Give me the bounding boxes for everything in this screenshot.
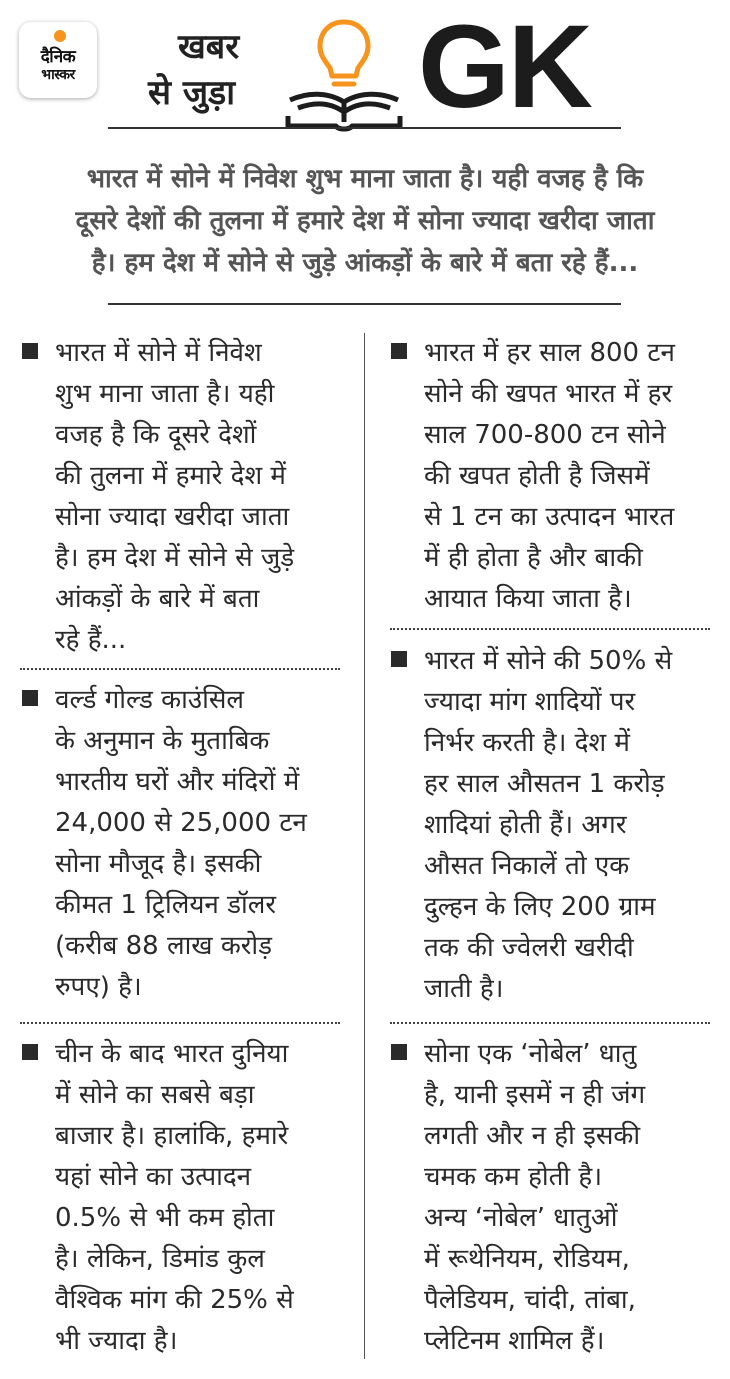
square-bullet-icon <box>22 343 38 359</box>
fact-line: रुपए) है। <box>55 972 142 1002</box>
fact-line: वर्ल्ड गोल्ड काउंसिल <box>55 685 245 715</box>
fact-line: है, यानी इसमें न ही जंग <box>424 1080 646 1110</box>
fact-line: के अनुमान के मुताबिक <box>55 726 270 756</box>
square-bullet-icon <box>391 1044 407 1060</box>
intro-line: दूसरे देशों की तुलना में हमारे देश में सोना ज्यादा खरीदा जाता <box>75 206 655 236</box>
fact-text <box>55 680 307 1008</box>
fact-text <box>424 333 675 620</box>
header-divider <box>108 127 621 129</box>
fact-line: भारत में सोने में निवेश <box>55 338 262 368</box>
fact-line: 0.5% से भी कम होता <box>55 1203 275 1233</box>
fact-line: आयात किया जाता है। <box>424 584 632 614</box>
fact-line: है। लेकिन, डिमांड कुल <box>55 1244 265 1274</box>
logo-wordmark-line1: दैनिक <box>40 46 76 67</box>
square-bullet-icon <box>22 690 38 706</box>
fact-line: सोना एक ‘नोबेल’ धातु <box>424 1039 637 1069</box>
fact-line: चमक कम होती है। <box>424 1162 603 1192</box>
square-bullet-icon <box>391 651 407 667</box>
fact-line: जाती है। <box>424 974 504 1004</box>
fact-line: में ही होता है और बाकी <box>424 543 643 573</box>
logo-sun-icon <box>54 30 66 42</box>
intro-line: भारत में सोने में निवेश शुभ माना जाता है। यही वजह है कि <box>86 164 644 194</box>
page-title: GK <box>418 1 591 133</box>
fact-line: सोना मौजूद है। इसकी <box>55 849 262 879</box>
bulb-book-icon <box>284 18 404 138</box>
logo-wordmark-line2: भास्कर <box>41 66 75 83</box>
fact-line: सोने की खपत भारत में हर <box>424 379 673 409</box>
fact-line: वजह है कि दूसरे देशों <box>55 420 257 450</box>
fact-line: है। हम देश में सोने से जुड़े <box>55 543 295 573</box>
fact-line: भारतीय घरों और मंदिरों में <box>55 767 300 797</box>
fact-line: से 1 टन का उत्पादन भारत <box>424 502 675 532</box>
fact-line: की तुलना में हमारे देश में <box>55 461 286 491</box>
fact-line: शुभ माना जाता है। यही <box>55 379 275 409</box>
brand-logo[interactable] <box>19 22 97 98</box>
fact-line: वैश्विक मांग की 25% से <box>55 1285 294 1315</box>
intro-divider <box>108 303 621 305</box>
fact-line: साल 700-800 टन सोने <box>424 420 666 450</box>
fact-line: चीन के बाद भारत दुनिया <box>55 1039 289 1069</box>
fact-text <box>424 641 672 1010</box>
dotted-separator <box>20 1022 340 1024</box>
fact-line: भारत में सोने की 50% से <box>424 646 673 676</box>
fact-line: दुल्हन के लिए 200 ग्राम <box>424 892 656 922</box>
fact-line: औसत निकालें तो एक <box>424 851 630 881</box>
fact-line: निर्भर करती है। देश में <box>424 728 630 758</box>
fact-text <box>55 1034 294 1362</box>
fact-line: में सोने का सबसे बड़ा <box>55 1080 255 1110</box>
fact-line: पैलेडियम, चांदी, तांबा, <box>424 1285 636 1315</box>
fact-line: रहे हैं... <box>55 625 127 655</box>
kicker-line-1: खबर <box>178 27 240 67</box>
fact-line: अन्य ‘नोबेल’ धातुओं <box>424 1203 618 1233</box>
fact-text <box>55 333 294 661</box>
square-bullet-icon <box>22 1044 38 1060</box>
light-bulb-icon <box>320 22 368 84</box>
square-bullet-icon <box>391 343 407 359</box>
dotted-separator <box>390 628 710 630</box>
intro-line: है। हम देश में सोने से जुड़े आंकड़ों के बारे में बता रहे हैं... <box>91 248 639 278</box>
fact-line: सोना ज्यादा खरीदा जाता <box>55 502 290 532</box>
fact-line: हर साल औसतन 1 करोड़ <box>424 769 665 799</box>
kicker-line-2: से जुड़ा <box>148 73 236 113</box>
fact-line: की खपत होती है जिसमें <box>424 461 650 491</box>
fact-line: कीमत 1 ट्रिलियन डॉलर <box>55 890 277 920</box>
dotted-separator <box>390 1022 710 1024</box>
fact-line: लगती और न ही इसकी <box>424 1121 641 1151</box>
section-kicker <box>148 24 266 116</box>
fact-line: तक की ज्वेलरी खरीदी <box>424 933 634 963</box>
fact-line: यहां सोने का उत्पादन <box>55 1162 252 1192</box>
column-divider <box>364 333 365 1359</box>
intro-paragraph <box>20 158 710 284</box>
fact-line: में रूथेनियम, रोडियम, <box>424 1244 630 1274</box>
dotted-separator <box>20 668 340 670</box>
fact-line: शादियां होती हैं। अगर <box>424 810 627 840</box>
fact-line: (करीब 88 लाख करोड़ <box>55 931 273 961</box>
fact-line: भारत में हर साल 800 टन <box>424 338 675 368</box>
fact-line: आंकड़ों के बारे में बता <box>55 584 260 614</box>
fact-text <box>424 1034 645 1362</box>
open-book-icon <box>288 94 400 129</box>
fact-line: बाजार है। हालांकि, हमारे <box>55 1121 289 1151</box>
fact-line: प्लेटिनम शामिल हैं। <box>424 1326 605 1356</box>
fact-line: भी ज्यादा है। <box>55 1326 178 1356</box>
fact-line: ज्यादा मांग शादियों पर <box>424 687 636 717</box>
fact-line: 24,000 से 25,000 टन <box>55 808 307 838</box>
